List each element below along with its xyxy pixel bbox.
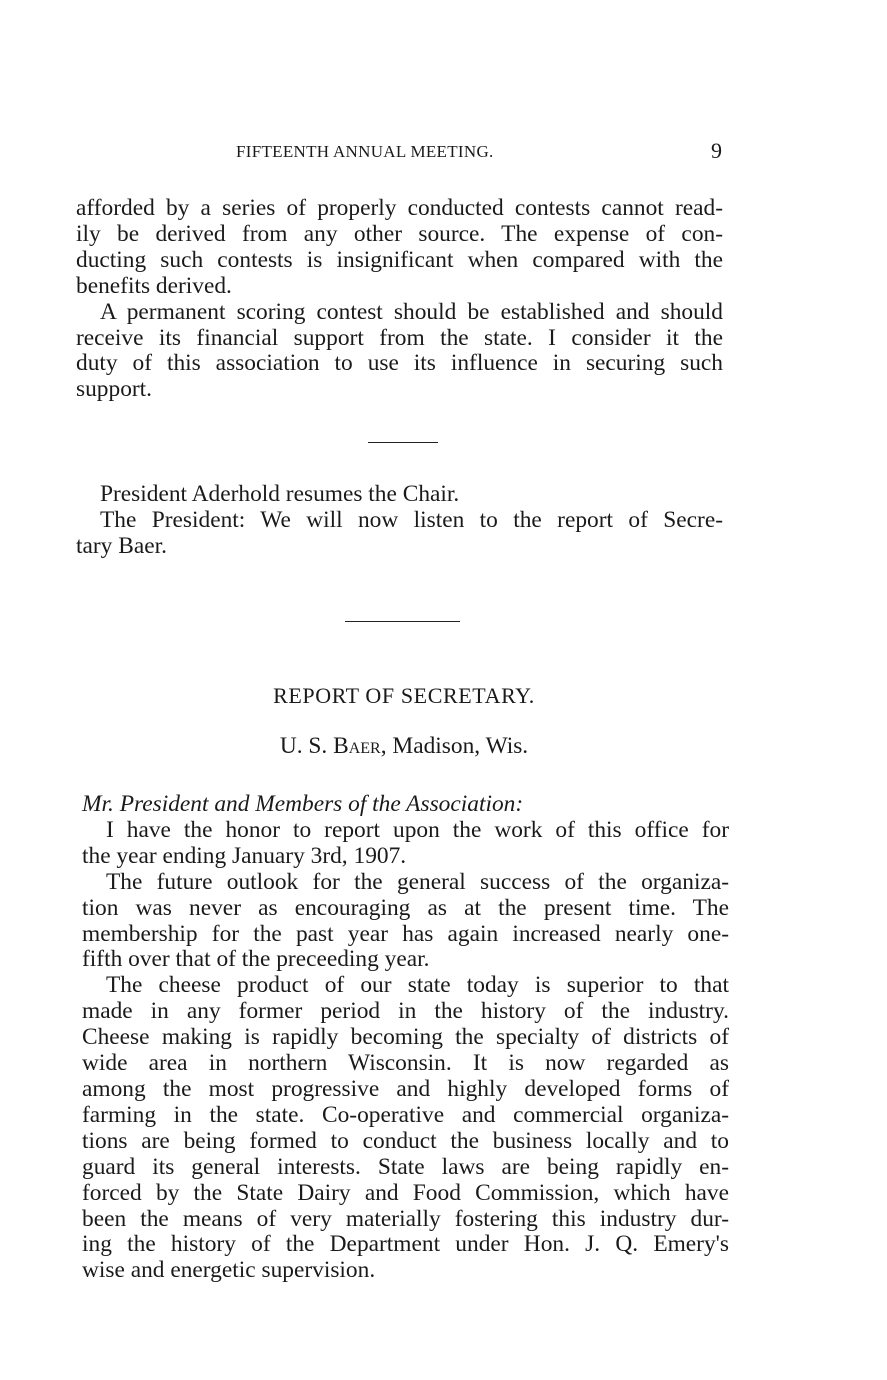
text-line: forced by the State Dairy and Food Commission, which have bbox=[82, 1179, 729, 1206]
text-line: afforded by a series of properly conducted contests cannot read- bbox=[76, 195, 723, 221]
text-line: support. bbox=[76, 376, 153, 403]
section-divider bbox=[368, 442, 438, 443]
text-line: tions are being formed to conduct the business locally and to bbox=[82, 1127, 729, 1154]
text-line: wise and energetic supervision. bbox=[82, 1257, 376, 1284]
section-divider bbox=[345, 621, 460, 622]
salutation: Mr. President and Members of the Association: bbox=[82, 791, 524, 817]
text-line: fifth over that of the preceeding year. bbox=[82, 946, 430, 973]
continuation-paragraph bbox=[76, 196, 723, 403]
page-number: 9 bbox=[711, 138, 722, 163]
text-line: among the most progressive and highly developed forms of bbox=[82, 1075, 729, 1102]
transition-paragraph bbox=[76, 482, 723, 560]
author-name: U. S. Baer bbox=[279, 733, 381, 759]
report-byline bbox=[0, 733, 808, 760]
text-line: made in any former period in the history of the industry. bbox=[82, 998, 729, 1025]
text-line: ing the history of the Department under Hon. J. Q. Emery's bbox=[82, 1231, 729, 1258]
text-line: ily be derived from any other source. The expense of con- bbox=[76, 220, 723, 247]
text-line: the year ending January 3rd, 1907. bbox=[82, 842, 407, 869]
text-line: The President: We will now listen to the report of Secre- bbox=[100, 506, 723, 533]
text-line: Cheese making is rapidly becoming the specialty of districts of bbox=[82, 1024, 729, 1051]
text-line: The cheese product of our state today is superior to that bbox=[106, 972, 729, 999]
text-line: membership for the past year has again increased nearly one- bbox=[82, 920, 729, 947]
text-line: A permanent scoring contest should be established and should bbox=[100, 298, 723, 325]
text-line: farming in the state. Co-operative and commercial organiza- bbox=[82, 1101, 729, 1128]
text-line: been the means of very materially fostering this industry dur- bbox=[82, 1205, 729, 1232]
text-line: wide area in northern Wisconsin. It is now regarded as bbox=[82, 1050, 729, 1077]
text-line: tary Baer. bbox=[76, 532, 167, 559]
text-line: duty of this association to use its influence in securing such bbox=[76, 350, 723, 377]
report-title: REPORT OF SECRETARY. bbox=[273, 683, 535, 708]
text-line: tion was never as encouraging as at the present time. The bbox=[82, 894, 729, 921]
running-head: FIFTEENTH ANNUAL MEETING. bbox=[236, 142, 494, 161]
text-line: receive its financial support from the state. I consider it the bbox=[76, 324, 723, 351]
text-line: I have the honor to report upon the work of this office for bbox=[106, 816, 729, 843]
text-line: benefits derived. bbox=[76, 272, 232, 299]
report-body bbox=[82, 792, 729, 1284]
page-header bbox=[76, 138, 726, 168]
text-line: President Aderhold resumes the Chair. bbox=[100, 481, 460, 507]
author-location: , Madison, Wis. bbox=[380, 733, 529, 759]
text-line: ducting such contests is insignificant when compared with the bbox=[76, 246, 723, 273]
text-line: guard its general interests. State laws are being rapidly en- bbox=[82, 1153, 729, 1180]
text-line: The future outlook for the general success of the organiza- bbox=[106, 868, 729, 895]
